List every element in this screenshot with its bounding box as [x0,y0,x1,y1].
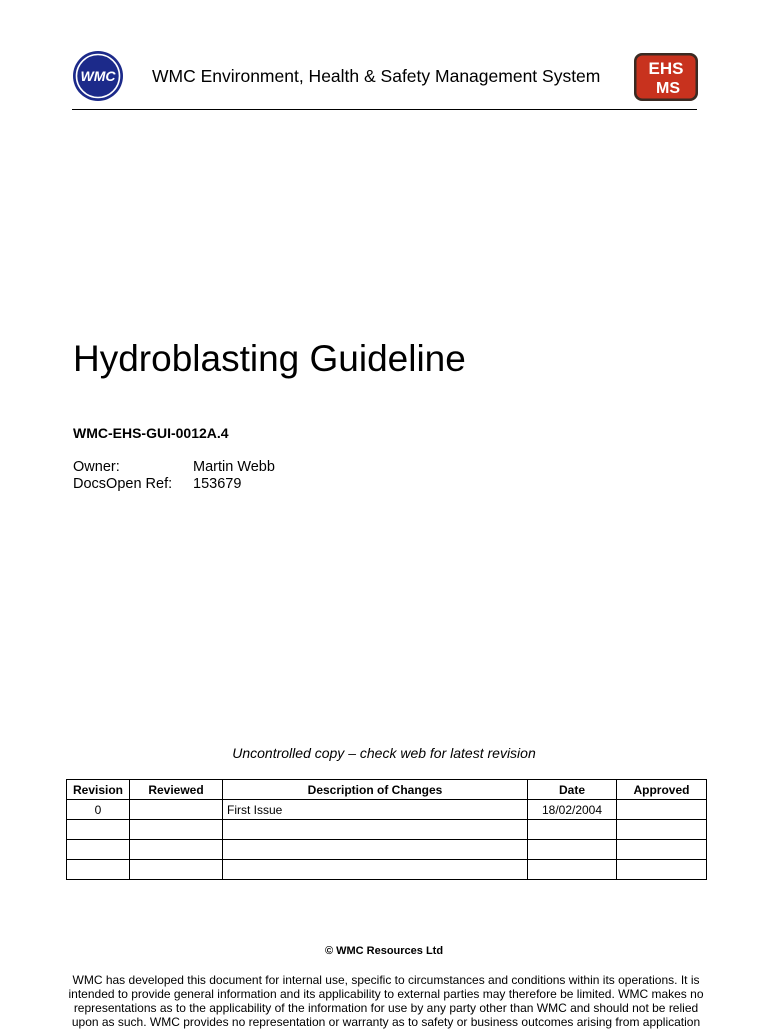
document-meta [73,459,275,492]
table-row [67,860,707,880]
table-row [67,820,707,840]
wmc-logo [72,50,124,102]
document-code: WMC-EHS-GUI-0012A.4 [73,425,229,441]
uncontrolled-notice: Uncontrolled copy – check web for latest revision [232,745,536,761]
revision-table [66,779,707,880]
page-header [72,50,700,108]
cell-approved [617,840,707,860]
cell-date [528,860,617,880]
cell-description [223,860,528,880]
ehs-logo-text: EHS [648,59,684,78]
header-reviewed: Reviewed [130,780,223,800]
owner-row [73,459,275,476]
ms-logo-text: MS [656,80,680,97]
docsopen-value: 153679 [193,475,242,492]
header-description: Description of Changes [223,780,528,800]
ehs-ms-logo [633,52,699,102]
header-title: WMC Environment, Health & Safety Management System [152,66,601,86]
cell-approved [617,800,707,820]
cell-date [528,820,617,840]
document-title: Hydroblasting Guideline [73,338,466,379]
header-revision: Revision [67,780,130,800]
cell-reviewed [130,860,223,880]
table-row [67,800,707,820]
disclaimer-text: WMC has developed this document for internal use, specific to circumstances and conditions within its operations. It is intended to provide general information and its applicability to external parties may therefore be limited. WMC makes no representations as to the applicability of the information for use by any party other than WMC and should not be relied upon as such. WMC provides no representation or warranty as to safety or business outcomes arising from application [68,973,704,1029]
cell-description [223,820,528,840]
cell-description: First Issue [223,800,528,820]
wmc-logo-text: WMC [80,68,116,84]
cell-revision [67,820,130,840]
cell-reviewed [130,840,223,860]
cell-reviewed [130,800,223,820]
cell-revision [67,840,130,860]
copyright-notice: © WMC Resources Ltd [324,945,444,957]
cell-approved [617,820,707,840]
cell-date [528,840,617,860]
cell-reviewed [130,820,223,840]
owner-label: Owner: [73,459,120,475]
header-approved: Approved [617,780,707,800]
header-date: Date [528,780,617,800]
cell-approved [617,860,707,880]
cell-revision [67,860,130,880]
header-divider [72,109,697,110]
revision-table-header [67,780,707,800]
cell-revision: 0 [67,800,130,820]
owner-value: Martin Webb [193,459,275,475]
docsopen-label: DocsOpen Ref: [73,475,173,492]
cell-date: 18/02/2004 [528,800,617,820]
cell-description [223,840,528,860]
docsopen-row [73,476,275,493]
table-row [67,840,707,860]
